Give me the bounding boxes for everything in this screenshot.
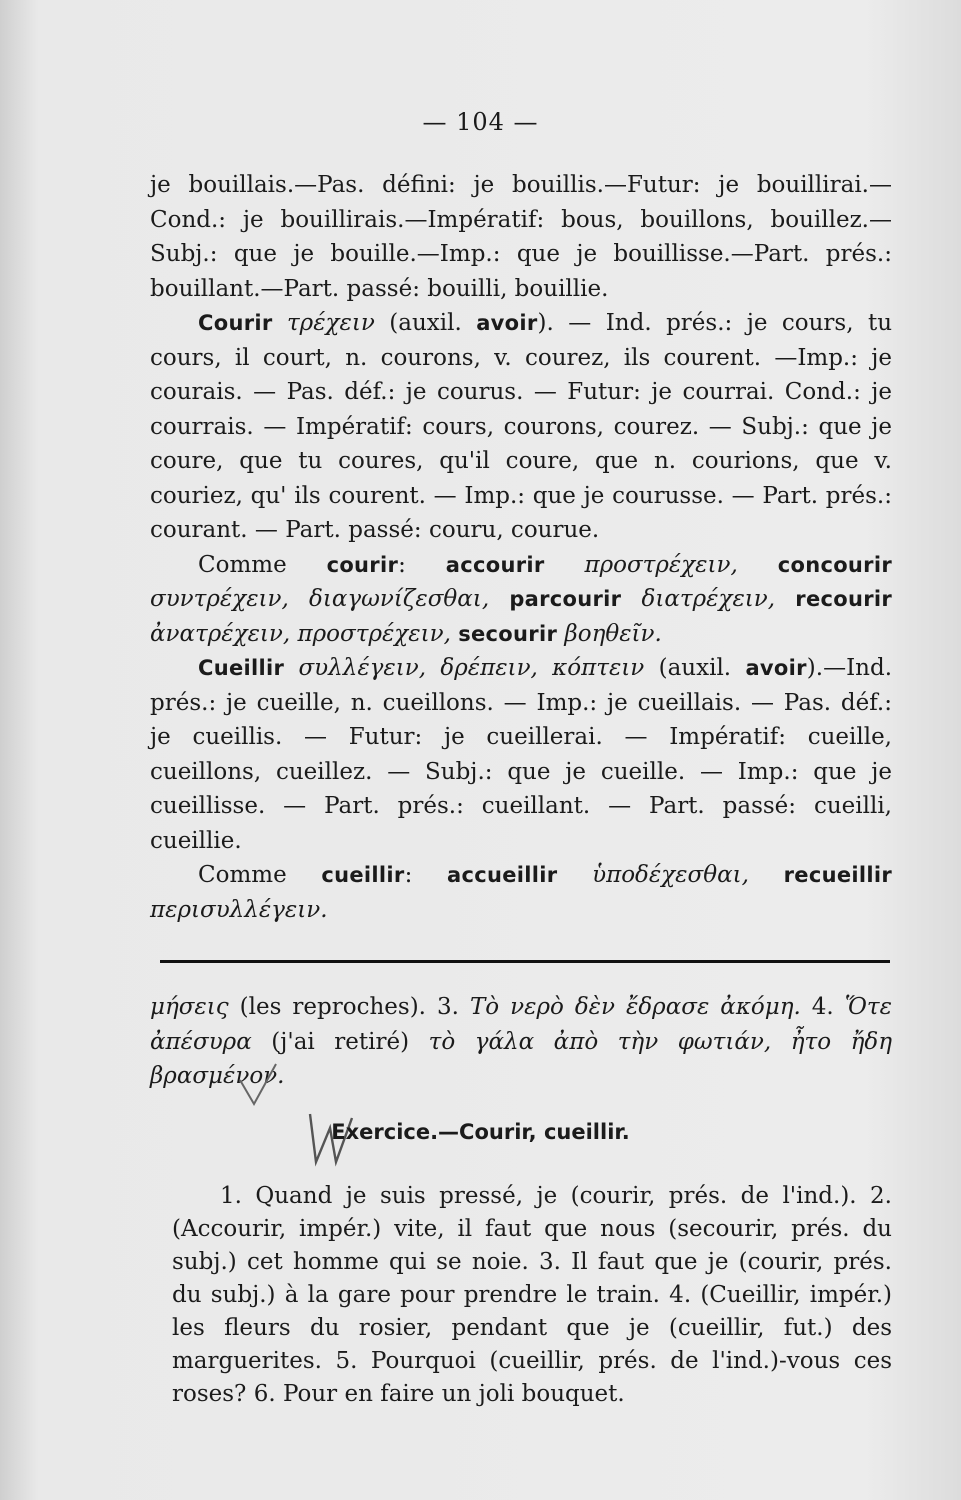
cueillir-aux-suffix: ). [806, 655, 824, 681]
kw-accourir: accourir [445, 552, 545, 577]
comme2-lead: Comme [198, 862, 322, 888]
cueillir-greek: συλλέγειν, δρέπειν, κόπτειν [298, 655, 645, 681]
courir-aux-prefix: (auxil. [389, 310, 477, 336]
courir-entry [150, 306, 892, 548]
greek-parcourir: διατρέχειν, [641, 586, 776, 612]
footnote-text [150, 990, 892, 1094]
cueillir-compounds [150, 858, 892, 927]
cueillir-conjugation: —Ind. prés.: je cueille, n. cueillons. — Imp.: je cueillais. — Pas. déf.: je cueillis. — Futur: je cueillerai. — Impératif: cueille, cueillons, cueillez. — Subj.: que je cueille. — Imp.: que je cueillisse. — Part. prés.: cueillant. — Part. passé: cueilli, cueillie. [150, 655, 893, 854]
page-number: — 104 — [422, 108, 539, 136]
exercise-title: Exercice.—Courir, cueillir. [331, 1120, 630, 1144]
courir-aux: avoir [476, 311, 538, 335]
kw-accueillir: accueillir [447, 863, 558, 887]
footnote-text-1: (les reproches). 3. [228, 994, 470, 1020]
kw-courir: courir [326, 552, 399, 577]
kw-concourir: concourir [777, 552, 892, 577]
kw-secourir: secourir [458, 621, 558, 646]
comme-sep: : [398, 551, 446, 578]
conjugation-section [150, 168, 892, 927]
courir-aux-suffix: ). [537, 310, 554, 336]
greek-accueillir: ὑποδέχεσθαι, [592, 862, 749, 888]
footnote-greek-1: μήσεις [150, 994, 229, 1020]
kw-cueillir: cueillir [321, 863, 405, 887]
courir-compounds [150, 548, 892, 652]
footnote-text-3: (j'ai retiré) [251, 1028, 429, 1055]
comme-lead: Comme [198, 551, 327, 578]
courir-greek: τρέχειν [286, 310, 375, 336]
comme2-sep: : [404, 862, 447, 888]
footnote-greek-2: Τὸ νερὸ δὲν ἔδρασε ἀκόμη. [469, 994, 801, 1020]
kw-recourir: recourir [795, 587, 893, 611]
courir-conjugation: — Ind. prés.: je cours, tu cours, il court, n. courons, v. courez, ils courent. —Imp.: je courais. — Pas. déf.: je courus. — Futur: je courrai. Cond.: je courrais. — Impératif: cours, courons, courez. — Subj.: que je coure, que tu coures, qu'il coure, que n. courions, que v. couriez, qu' ils courent. — Imp.: que je courusse. — Part. prés.: courant. — Part. passé: couru, courue. [150, 310, 893, 543]
footnote-divider [160, 960, 890, 963]
exercise-text: 1. Quand je suis pressé, je (courir, prés. de l'ind.). 2. (Accourir, impér.) vite, il faut que nous (secourir, prés. du subj.) cet homme qui se noie. 3. Il faut que je (courir, prés. du subj.) à la gare pour prendre le train. 4. (Cueillir, impér.) les fleurs du rosier, pendant que je (cueillir, fut.) des marguerites. 5. Pourquoi (cueillir, prés. de l'ind.)-vous ces roses? 6. Pour en faire un joli bouquet. [172, 1183, 892, 1407]
kw-recueillir: recueillir [783, 863, 893, 887]
greek-recueillir: περισυλλέγειν. [150, 896, 328, 923]
cueillir-aux: avoir [745, 656, 807, 680]
greek-secourir: βοηθεῖν. [564, 620, 662, 647]
footnote [150, 990, 892, 1094]
greek-accourir: προστρέχειν, [584, 551, 738, 578]
footnote-greek-3: Ὅτε ἀπέσυρα [150, 994, 892, 1055]
footnote-greek-4: τὸ γάλα ἀπὸ τὴν φωτιάν, ἦτο ἤδη βρασμένον. [150, 1028, 892, 1089]
kw-parcourir: parcourir [509, 587, 622, 611]
cueillir-headword: Cueillir [198, 656, 285, 680]
footnote-text-2: 4. [800, 994, 845, 1020]
greek-recourir: ἀνατρέχειν, προστρέχειν, [150, 620, 451, 647]
cueillir-entry [150, 651, 892, 858]
greek-concourir: συντρέχειν, διαγωνίζεσθαι, [150, 586, 490, 612]
exercise-body [172, 1180, 892, 1411]
courir-headword: Courir [198, 311, 273, 335]
bouillir-continuation: je bouillais.—Pas. défini: je bouillis.—Futur: je bouillirai.—Cond.: je bouillirais.—Impératif: bous, bouillons, bouillez.—Subj.: que je bouille.—Imp.: que je bouillisse.—Part. prés.: bouillant.—Part. passé: bouilli, bouillie. [150, 172, 892, 302]
cueillir-aux-prefix: (auxil. [658, 655, 746, 681]
